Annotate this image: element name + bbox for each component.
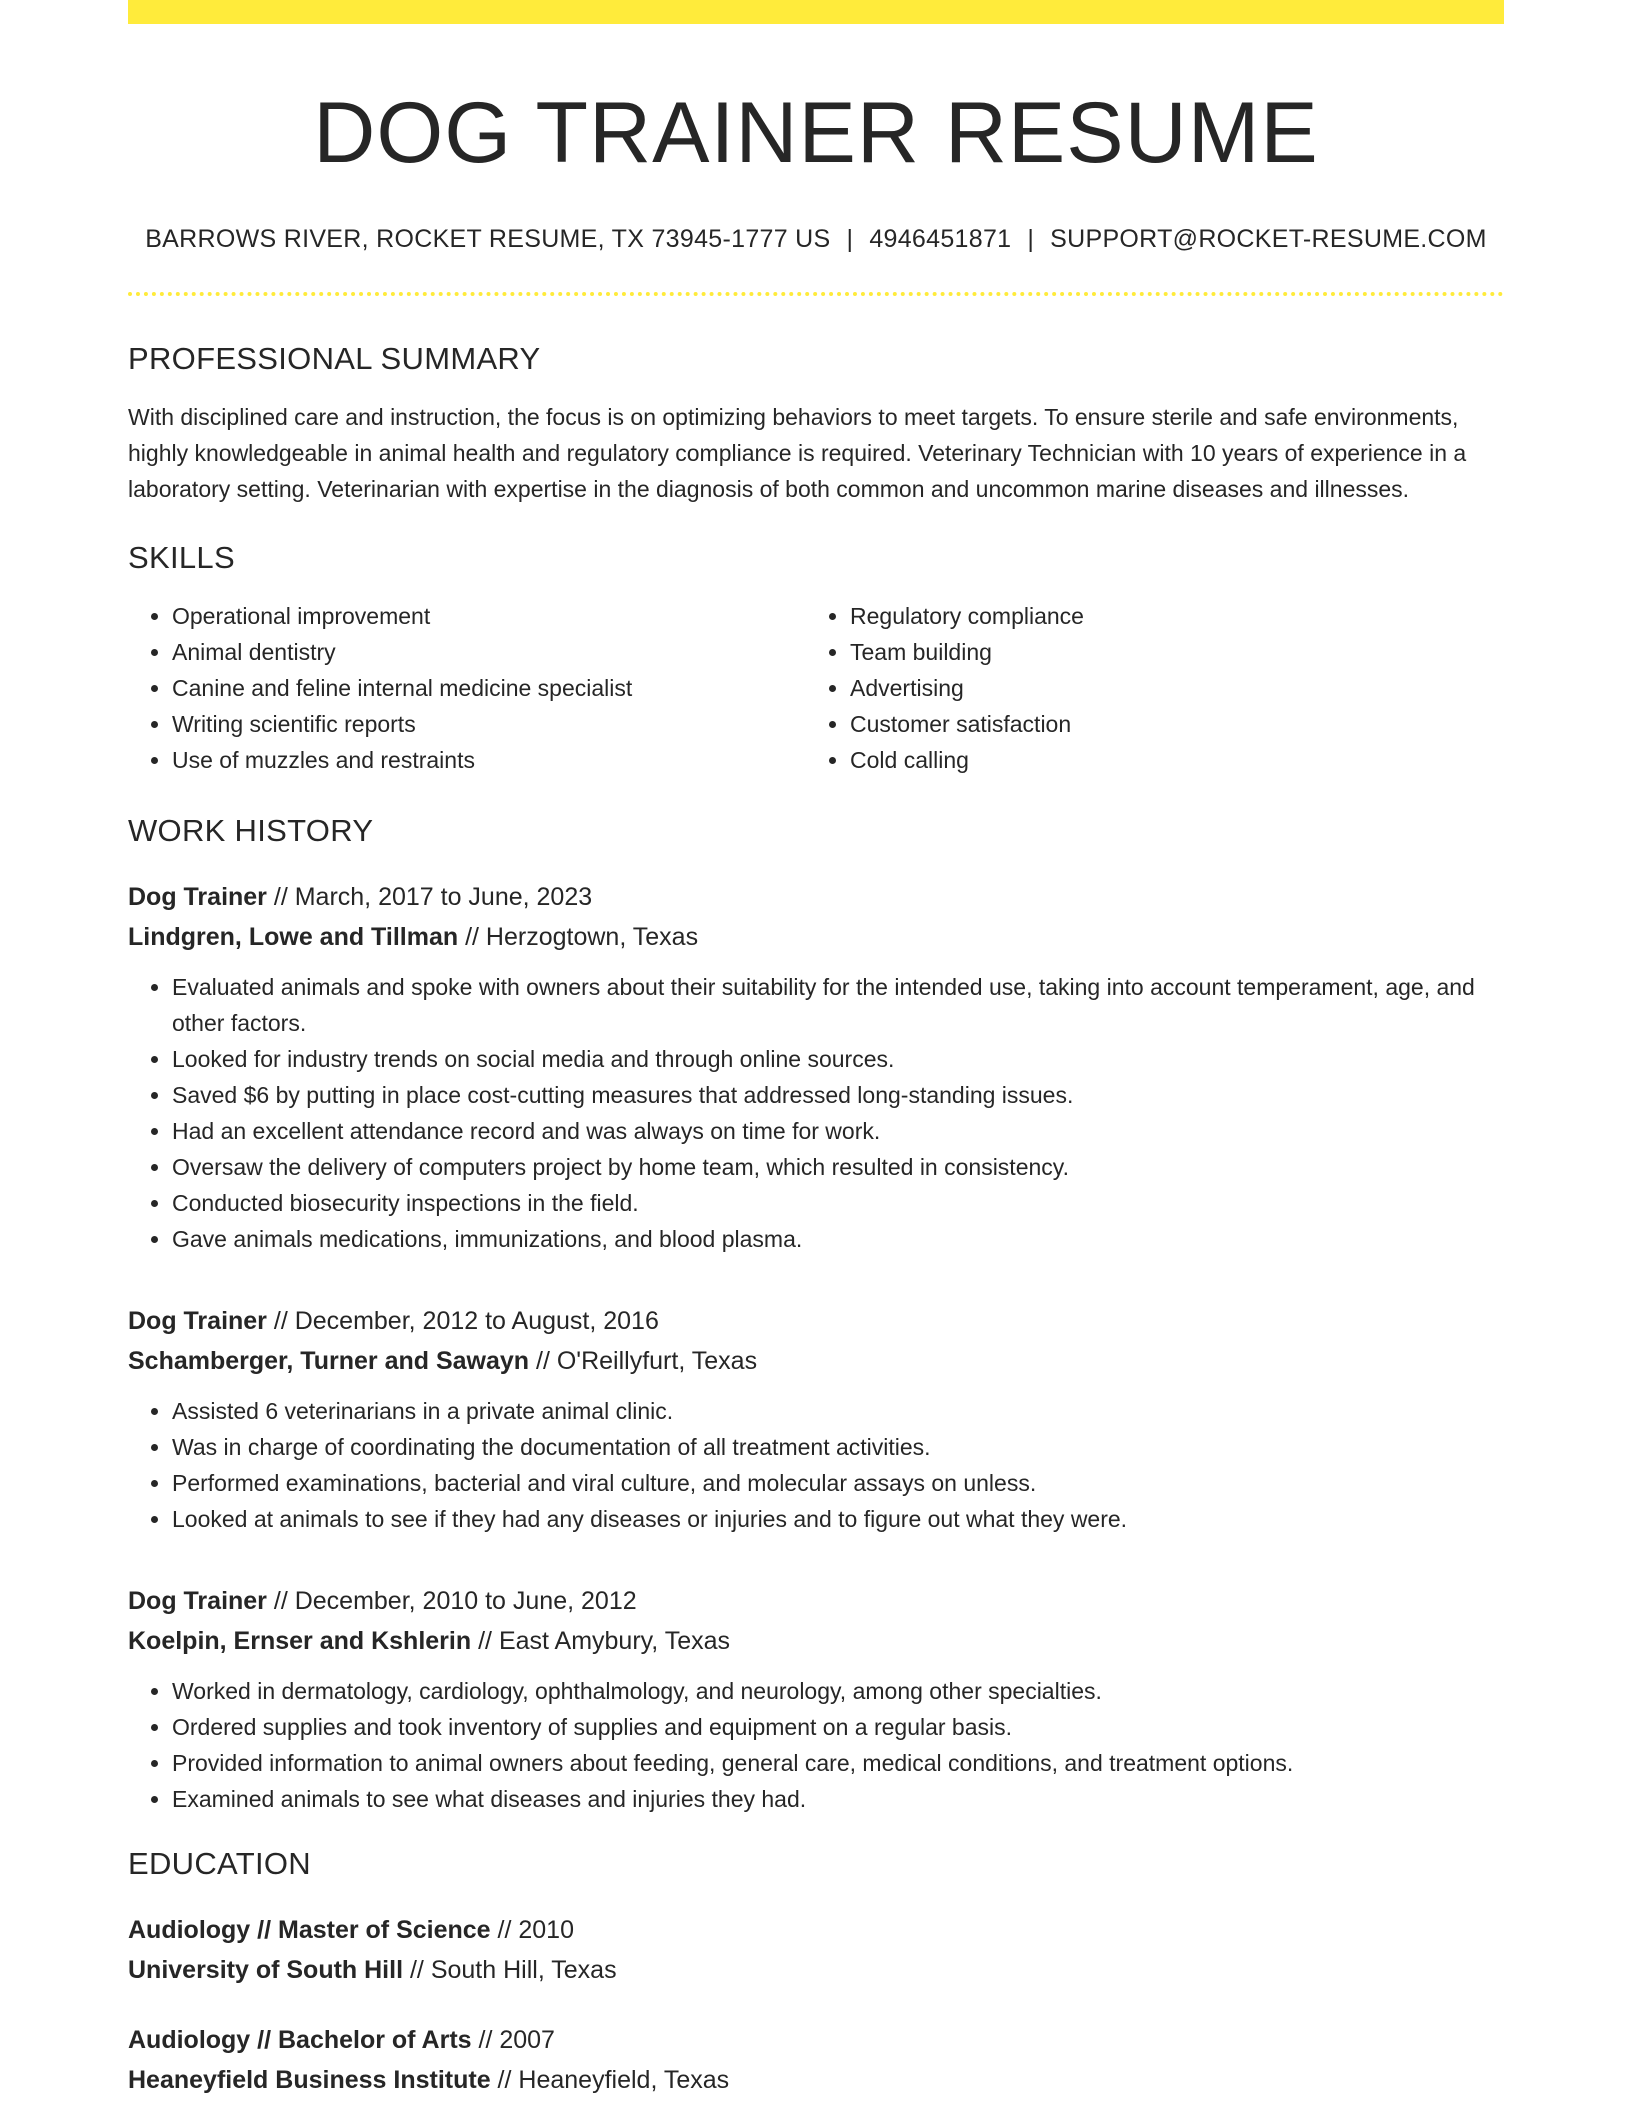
job-title-line: Dog Trainer // March, 2017 to June, 2023	[128, 883, 593, 912]
education-entry	[128, 2020, 1504, 2100]
skill-item: • Use of muzzles and restraints	[172, 742, 806, 778]
skill-item: • Canine and feline internal medicine specialist	[172, 670, 806, 706]
contact-line	[128, 223, 1504, 256]
job-bullet: • Was in charge of coordinating the documentation of all treatment activities.	[172, 1429, 1504, 1465]
contact-phone: 4946451871	[869, 225, 1012, 254]
summary-text: With disciplined care and instruction, the focus is on optimizing behaviors to meet targets. To ensure sterile and safe environments, highly knowledgeable in animal health and regulatory compliance is required. Veterinary Technician with 10 years of experience in a laboratory setting. Veterinarian with expertise in the diagnosis of both common and uncommon marine diseases and illnesses.	[128, 403, 1467, 502]
resume-title: DOG TRAINER RESUME	[313, 85, 1319, 181]
job-dates: March, 2017 to June, 2023	[294, 883, 593, 912]
job-bullet: • Assisted 6 veterinarians in a private animal clinic.	[172, 1393, 1504, 1429]
job-entry	[128, 1581, 1504, 1817]
job-bullet: • Evaluated animals and spoke with owners about their suitability for the intended use, taking into account temperament, age, and other factors.	[172, 969, 1504, 1041]
job-title: Dog Trainer	[128, 1587, 267, 1616]
contact-email: SUPPORT@ROCKET-RESUME.COM	[1050, 225, 1487, 254]
skill-item: • Cold calling	[850, 742, 1484, 778]
education-degree: Audiology // Bachelor of Arts	[128, 2026, 472, 2055]
job-entry	[128, 1301, 1504, 1537]
education-degree-line: Audiology // Bachelor of Arts // 2007	[128, 2026, 555, 2055]
skill-item: • Advertising	[850, 670, 1484, 706]
contact-separator: |	[846, 225, 854, 254]
skill-item: • Regulatory compliance	[850, 598, 1484, 634]
education-degree: Audiology // Master of Science	[128, 1916, 491, 1945]
job-entry	[128, 877, 1504, 1257]
job-bullet: • Performed examinations, bacterial and viral culture, and molecular assays on unless.	[172, 1465, 1504, 1501]
section-title-education: EDUCATION	[128, 1846, 311, 1882]
education-year: 2010	[518, 1916, 574, 1945]
job-company-line: Schamberger, Turner and Sawayn // O'Reillyfurt, Texas	[128, 1347, 758, 1376]
skill-item: • Customer satisfaction	[850, 706, 1484, 742]
job-location: O'Reillyfurt, Texas	[556, 1347, 758, 1376]
skill-item: • Team building	[850, 634, 1484, 670]
education-entry	[128, 1910, 1504, 1990]
job-title: Dog Trainer	[128, 1307, 267, 1336]
education-location: Heaneyfield, Texas	[518, 2066, 730, 2095]
job-bullets	[128, 969, 1504, 1257]
job-bullet: • Ordered supplies and took inventory of supplies and equipment on a regular basis.	[172, 1709, 1504, 1745]
job-bullets	[128, 1673, 1504, 1817]
job-company: Schamberger, Turner and Sawayn	[128, 1347, 530, 1376]
dotted-divider	[128, 292, 1504, 296]
education-school: University of South Hill	[128, 1956, 404, 1985]
job-company: Lindgren, Lowe and Tillman	[128, 923, 459, 952]
job-bullet: • Oversaw the delivery of computers project by home team, which resulted in consistency.	[172, 1149, 1504, 1185]
education-location: South Hill, Texas	[430, 1956, 617, 1985]
section-title-work-history: WORK HISTORY	[128, 813, 374, 849]
job-bullet: • Examined animals to see what diseases and injuries they had.	[172, 1781, 1504, 1817]
skills-list-right	[806, 598, 1484, 778]
job-bullet: • Provided information to animal owners about feeding, general care, medical conditions, and treatment options.	[172, 1745, 1504, 1781]
accent-top-bar	[128, 0, 1504, 24]
job-dates: December, 2010 to June, 2012	[294, 1587, 637, 1616]
education-school: Heaneyfield Business Institute	[128, 2066, 491, 2095]
job-title-line: Dog Trainer // December, 2010 to June, 2012	[128, 1587, 637, 1616]
education-school-line: Heaneyfield Business Institute // Heaneyfield, Texas	[128, 2066, 730, 2095]
job-bullet: • Gave animals medications, immunizations, and blood plasma.	[172, 1221, 1504, 1257]
education-school-line: University of South Hill // South Hill, Texas	[128, 1956, 617, 1985]
job-bullets	[128, 1393, 1504, 1537]
section-title-summary: PROFESSIONAL SUMMARY	[128, 340, 541, 376]
job-company-line: Koelpin, Ernser and Kshlerin // East Amybury, Texas	[128, 1627, 731, 1656]
resume-page	[128, 0, 1504, 2100]
job-dates: December, 2012 to August, 2016	[294, 1307, 659, 1336]
skill-item: • Animal dentistry	[172, 634, 806, 670]
contact-separator: |	[1027, 225, 1035, 254]
job-title: Dog Trainer	[128, 883, 267, 912]
job-bullet: • Looked at animals to see if they had any diseases or injuries and to figure out what they were.	[172, 1501, 1504, 1537]
job-bullet: • Worked in dermatology, cardiology, ophthalmology, and neurology, among other specialties.	[172, 1673, 1504, 1709]
contact-address: BARROWS RIVER, ROCKET RESUME, TX 73945-1777 US	[145, 225, 831, 254]
job-location: East Amybury, Texas	[498, 1627, 731, 1656]
job-bullet: • Looked for industry trends on social media and through online sources.	[172, 1041, 1504, 1077]
skill-item: • Operational improvement	[172, 598, 806, 634]
job-bullet: • Saved $6 by putting in place cost-cutting measures that addressed long-standing issues.	[172, 1077, 1504, 1113]
job-location: Herzogtown, Texas	[485, 923, 699, 952]
job-company-line: Lindgren, Lowe and Tillman // Herzogtown, Texas	[128, 923, 699, 952]
skills-grid	[128, 598, 1504, 778]
job-bullet: • Conducted biosecurity inspections in the field.	[172, 1185, 1504, 1221]
skill-item: • Writing scientific reports	[172, 706, 806, 742]
job-title-line: Dog Trainer // December, 2012 to August, 2016	[128, 1307, 659, 1336]
job-bullet: • Had an excellent attendance record and was always on time for work.	[172, 1113, 1504, 1149]
education-degree-line: Audiology // Master of Science // 2010	[128, 1916, 574, 1945]
skills-list-left	[128, 598, 806, 778]
job-company: Koelpin, Ernser and Kshlerin	[128, 1627, 472, 1656]
section-title-skills: SKILLS	[128, 539, 235, 575]
education-year: 2007	[499, 2026, 555, 2055]
